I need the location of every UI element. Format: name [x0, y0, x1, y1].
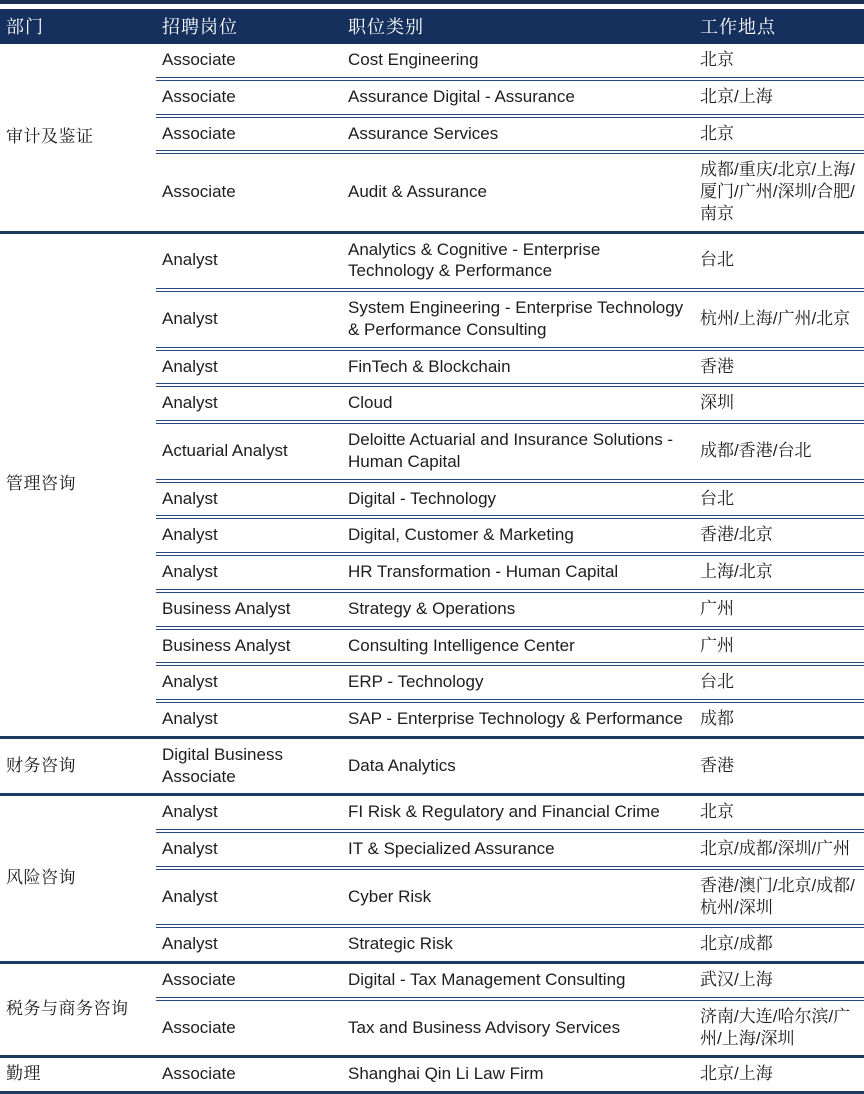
position-cell: Associate: [156, 152, 342, 232]
table-row: [0, 795, 864, 831]
locations-cell: 杭州/上海/广州/北京: [694, 290, 864, 349]
position-cell: Associate: [156, 1057, 342, 1093]
locations-cell: 香港/北京: [694, 517, 864, 554]
category-cell: Consulting Intelligence Center: [342, 628, 694, 665]
locations-cell: 成都: [694, 701, 864, 737]
position-cell: Associate: [156, 44, 342, 79]
position-cell: Associate: [156, 999, 342, 1057]
category-cell: Assurance Digital - Assurance: [342, 79, 694, 116]
position-cell: Associate: [156, 963, 342, 999]
locations-cell: 广州: [694, 591, 864, 628]
locations-cell: 台北: [694, 664, 864, 701]
locations-cell: 深圳: [694, 385, 864, 422]
category-cell: FI Risk & Regulatory and Financial Crime: [342, 795, 694, 831]
position-cell: Digital Business Associate: [156, 737, 342, 795]
table-body: [0, 44, 864, 1093]
position-cell: Analyst: [156, 831, 342, 868]
position-cell: Analyst: [156, 517, 342, 554]
position-cell: Analyst: [156, 701, 342, 737]
locations-cell: 香港: [694, 349, 864, 386]
locations-cell: 北京/成都/深圳/广州: [694, 831, 864, 868]
position-cell: Analyst: [156, 349, 342, 386]
position-cell: Actuarial Analyst: [156, 422, 342, 481]
category-cell: Analytics & Cognitive - Enterprise Technology & Performance: [342, 232, 694, 290]
table-row: [0, 737, 864, 795]
header-category: 职位类别: [342, 9, 694, 44]
position-cell: Analyst: [156, 664, 342, 701]
category-cell: Assurance Services: [342, 116, 694, 153]
position-cell: Business Analyst: [156, 591, 342, 628]
department-cell: 风险咨询: [0, 795, 156, 963]
category-cell: FinTech & Blockchain: [342, 349, 694, 386]
category-cell: Data Analytics: [342, 737, 694, 795]
category-cell: Strategy & Operations: [342, 591, 694, 628]
category-cell: System Engineering - Enterprise Technology & Performance Consulting: [342, 290, 694, 349]
position-cell: Analyst: [156, 232, 342, 290]
position-cell: Associate: [156, 79, 342, 116]
category-cell: IT & Specialized Assurance: [342, 831, 694, 868]
table-row: [0, 44, 864, 79]
category-cell: Strategic Risk: [342, 926, 694, 962]
locations-cell: 广州: [694, 628, 864, 665]
header-locations: 工作地点: [694, 9, 864, 44]
locations-cell: 成都/香港/台北: [694, 422, 864, 481]
locations-cell: 北京/上海: [694, 1057, 864, 1093]
department-cell: 财务咨询: [0, 737, 156, 795]
category-cell: Cloud: [342, 385, 694, 422]
category-cell: Tax and Business Advisory Services: [342, 999, 694, 1057]
locations-cell: 武汉/上海: [694, 963, 864, 999]
position-cell: Business Analyst: [156, 628, 342, 665]
recruitment-table: [0, 9, 864, 1094]
department-cell: 勤理: [0, 1057, 156, 1093]
position-cell: Analyst: [156, 554, 342, 591]
category-cell: Digital - Technology: [342, 481, 694, 518]
locations-cell: 北京/成都: [694, 926, 864, 962]
locations-cell: 北京: [694, 44, 864, 79]
category-cell: Digital, Customer & Marketing: [342, 517, 694, 554]
header-department: 部门: [0, 9, 156, 44]
locations-cell: 济南/大连/哈尔滨/广州/上海/深圳: [694, 999, 864, 1057]
top-rule-divider: [0, 0, 864, 4]
category-cell: Shanghai Qin Li Law Firm: [342, 1057, 694, 1093]
locations-cell: 北京: [694, 116, 864, 153]
header-row: [0, 9, 864, 44]
position-cell: Analyst: [156, 481, 342, 518]
locations-cell: 台北: [694, 232, 864, 290]
table-row: [0, 963, 864, 999]
category-cell: Digital - Tax Management Consulting: [342, 963, 694, 999]
locations-cell: 台北: [694, 481, 864, 518]
category-cell: Cost Engineering: [342, 44, 694, 79]
category-cell: Cyber Risk: [342, 868, 694, 927]
table-row: [0, 232, 864, 290]
category-cell: Audit & Assurance: [342, 152, 694, 232]
locations-cell: 上海/北京: [694, 554, 864, 591]
position-cell: Analyst: [156, 795, 342, 831]
position-cell: Analyst: [156, 926, 342, 962]
department-cell: 税务与商务咨询: [0, 963, 156, 1057]
locations-cell: 北京/上海: [694, 79, 864, 116]
category-cell: ERP - Technology: [342, 664, 694, 701]
locations-cell: 成都/重庆/北京/上海/厦门/广州/深圳/合肥/南京: [694, 152, 864, 232]
locations-cell: 北京: [694, 795, 864, 831]
locations-cell: 香港/澳门/北京/成都/杭州/深圳: [694, 868, 864, 927]
department-cell: 审计及鉴证: [0, 44, 156, 232]
position-cell: Associate: [156, 116, 342, 153]
locations-cell: 香港: [694, 737, 864, 795]
category-cell: Deloitte Actuarial and Insurance Solutions - Human Capital: [342, 422, 694, 481]
table-row: [0, 1057, 864, 1093]
category-cell: HR Transformation - Human Capital: [342, 554, 694, 591]
position-cell: Analyst: [156, 385, 342, 422]
position-cell: Analyst: [156, 290, 342, 349]
department-cell: 管理咨询: [0, 232, 156, 737]
table-header: [0, 9, 864, 44]
position-cell: Analyst: [156, 868, 342, 927]
header-position: 招聘岗位: [156, 9, 342, 44]
category-cell: SAP - Enterprise Technology & Performance: [342, 701, 694, 737]
